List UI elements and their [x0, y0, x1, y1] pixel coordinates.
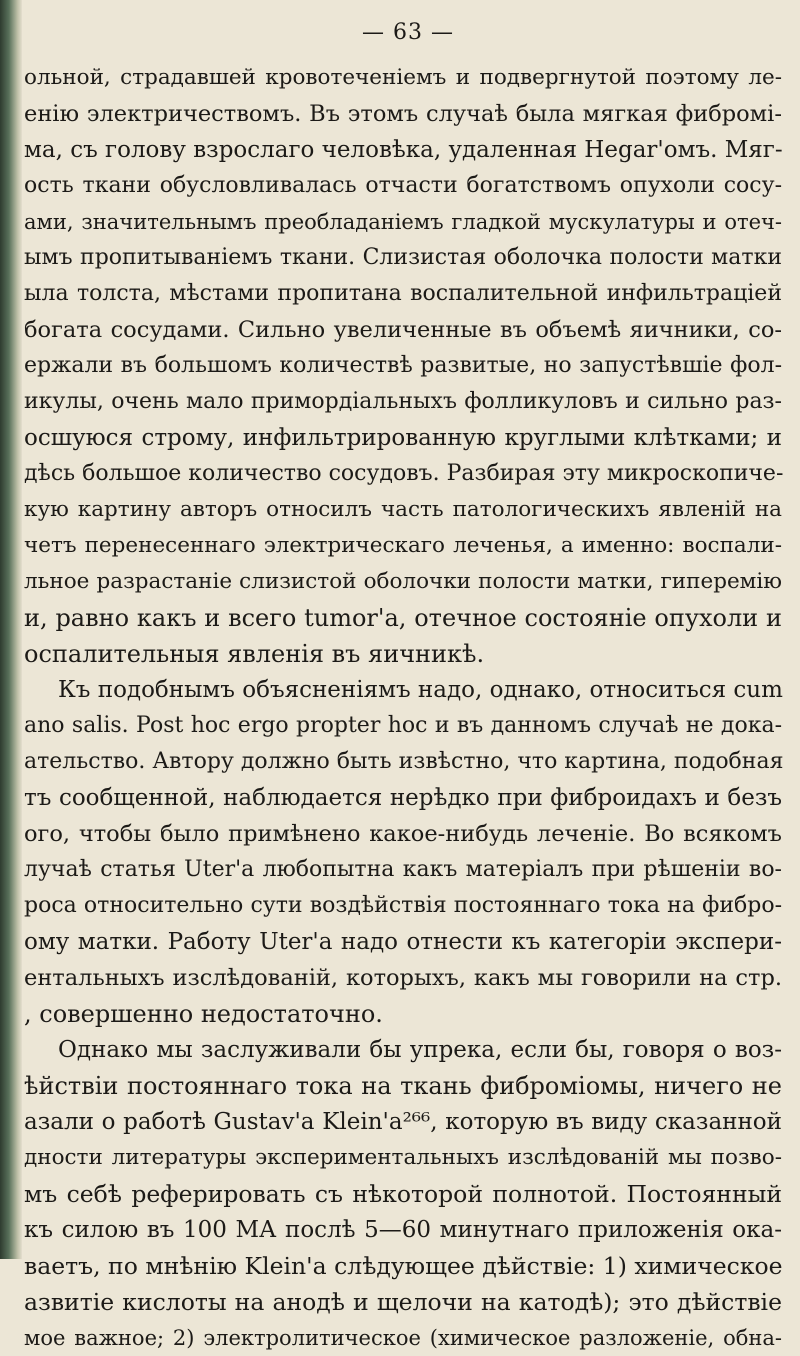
- text-line: ымъ пропитываніемъ ткани. Слизистая оболочка полости матки: [24, 245, 782, 270]
- paragraph-start-line: Однако мы заслуживали бы упрека, если бы, говоря о воз-: [58, 1037, 782, 1063]
- text-line: мое важное; 2) электролитическое (химическое разложеніе, обна-: [24, 1326, 782, 1350]
- text-line: кую картину авторъ относилъ часть патологическихъ явленій на: [24, 497, 782, 522]
- text-line: мъ себѣ реферировать съ нѣкоторой полнотой. Постоянный: [24, 1180, 782, 1208]
- text-line: ами, значительнымъ преобладаніемъ гладкой мускулатуры и отеч-: [24, 210, 782, 234]
- text-line: дности литературы экспериментальныхъ изслѣдованій мы позво-: [24, 1145, 782, 1170]
- text-line: лучаѣ статья Uter'а любопытна какъ матеріалъ при рѣшеніи во-: [24, 857, 782, 882]
- text-line: азали о работѣ Gustav'а Klein'а²⁶⁶, которую въ виду сказанной: [24, 1109, 782, 1135]
- text-line: ваетъ, по мнѣнію Klein'а слѣдующее дѣйствіе: 1) химическое: [24, 1252, 783, 1280]
- book-page: [24, 0, 792, 1350]
- text-line: ano salis. Post hoc ergo propter hoc и въ данномъ случаѣ не дока-: [24, 713, 782, 738]
- page-number: — 63 —: [362, 20, 454, 45]
- text-line: четъ перенесеннаго электрическаго леченья, а именно: воспали-: [24, 533, 782, 558]
- text-line: ольной, страдавшей кровотеченіемъ и подвергнутой поэтому ле-: [24, 65, 782, 90]
- text-line: тъ сообщенной, наблюдается нерѣдко при фиброидахъ и безъ: [24, 785, 782, 811]
- text-line: икулы, очень мало примордіальныхъ фолликуловъ и сильно раз-: [24, 389, 782, 414]
- paragraph-end-line: , совершенно недостаточно.: [24, 1000, 383, 1028]
- paragraph-start-line: Къ подобнымъ объясненіямъ надо, однако, относиться cum: [58, 677, 783, 703]
- text-line: дѣсь большое количество сосудовъ. Разбирая эту микроскопиче-: [24, 461, 784, 486]
- text-line: ержали въ большомъ количествѣ развитые, но запустѣвшіе фол-: [24, 353, 782, 378]
- text-line: роса относительно сути воздѣйствія постояннаго тока на фибро-: [24, 893, 782, 918]
- text-line: ого, чтобы было примѣнено какое-нибудь леченіе. Во всякомъ: [24, 821, 782, 847]
- text-line: ѣйствіи постояннаго тока на ткань фиброміомы, ничего не: [24, 1072, 782, 1100]
- text-line: къ силою въ 100 МА послѣ 5—60 минутнаго приложенія ока-: [24, 1217, 782, 1243]
- text-line: азвитіе кислоты на анодѣ и щелочи на катодѣ); это дѣйствіе: [24, 1288, 782, 1316]
- text-line: ма, съ голову взрослаго человѣка, удаленная Hegar'омъ. Мяг-: [24, 137, 783, 163]
- text-line: ость ткани обусловливалась отчасти богатствомъ опухоли сосу-: [24, 173, 782, 198]
- text-line: осшуюся строму, инфильтрированную круглыми клѣтками; и: [24, 425, 782, 451]
- text-line: ательство. Автору должно быть извѣстно, что картина, подобная: [24, 749, 784, 774]
- text-line: ыла толста, мѣстами пропитана воспалительной инфильтраціей: [24, 281, 782, 306]
- text-line: енію электричествомъ. Въ этомъ случаѣ была мягкая фибромі-: [24, 101, 782, 127]
- body-text: [24, 60, 782, 1356]
- paragraph-end-line: оспалительныя явленія въ яичникѣ.: [24, 640, 485, 668]
- text-line: льное разрастаніе слизистой оболочки полости матки, гиперемію: [24, 569, 782, 594]
- text-line: ентальныхъ изслѣдованій, которыхъ, какъ мы говорили на стр.: [24, 965, 782, 991]
- text-line: и, равно какъ и всего tumor'а, отечное состояніе опухоли и: [24, 604, 782, 632]
- book-spine-edge: [0, 0, 22, 1259]
- text-line: ому матки. Работу Uter'а надо отнести къ категоріи экспери-: [24, 929, 782, 955]
- text-line: богата сосудами. Сильно увеличенные въ объемѣ яичники, со-: [24, 317, 782, 343]
